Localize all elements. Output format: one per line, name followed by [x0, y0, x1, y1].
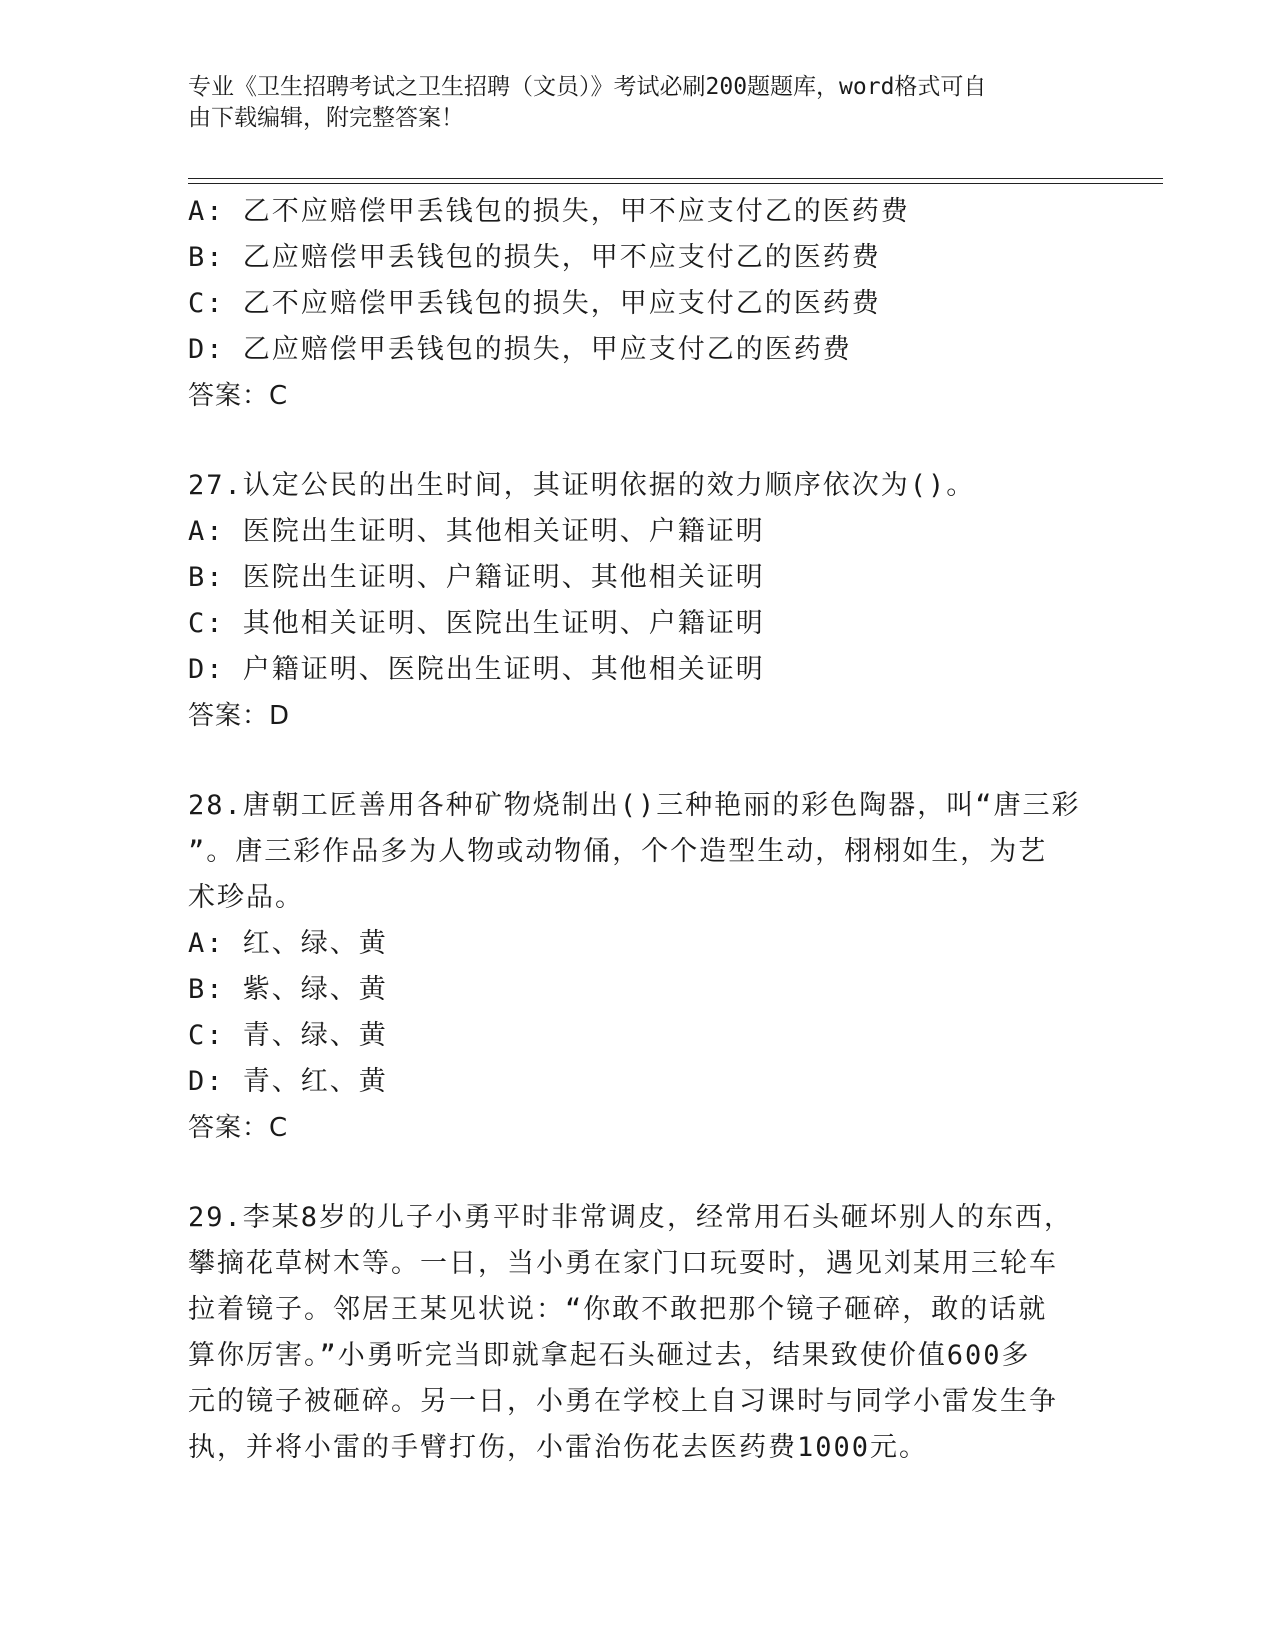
stem-line: 29.李某8岁的儿子小勇平时非常调皮，经常用石头砸坏别人的东西， [188, 1202, 1074, 1233]
option-d: D: 青、红、黄 [188, 1066, 388, 1097]
stem-line: 元的镜子被砸碎。另一日，小勇在学校上自习课时与同学小雷发生争 [188, 1386, 1058, 1417]
question-stem: 27.认定公民的出生时间，其证明依据的效力顺序依次为()。 [188, 470, 976, 501]
stem-line: ”。唐三彩作品多为人物或动物俑，个个造型生动，栩栩如生，为艺 [188, 836, 1048, 867]
option-b: B: 紫、绿、黄 [188, 974, 388, 1005]
question-26 [188, 189, 1088, 419]
question-stem [188, 783, 1081, 921]
answer: 答案：C [188, 1113, 289, 1143]
question-content [188, 189, 1088, 1471]
stem-line: 术珍品。 [188, 882, 304, 913]
option-d: D: 乙应赔偿甲丢钱包的损失，甲应支付乙的医药费 [188, 334, 852, 365]
answer: 答案：D [188, 701, 291, 731]
question-27 [188, 463, 1088, 739]
question-29 [188, 1195, 1088, 1471]
option-b: B: 乙应赔偿甲丢钱包的损失，甲不应支付乙的医药费 [188, 242, 881, 273]
option-d: D: 户籍证明、医院出生证明、其他相关证明 [188, 654, 765, 685]
option-c: C: 乙不应赔偿甲丢钱包的损失，甲应支付乙的医药费 [188, 288, 881, 319]
option-a: A: 乙不应赔偿甲丢钱包的损失，甲不应支付乙的医药费 [188, 196, 910, 227]
question-stem [188, 1195, 1078, 1471]
answer: 答案：C [188, 381, 289, 411]
option-a: A: 红、绿、黄 [188, 928, 388, 959]
option-b: B: 医院出生证明、户籍证明、其他相关证明 [188, 562, 765, 593]
option-c: C: 青、绿、黄 [188, 1020, 388, 1051]
stem-line: 攀摘花草树木等。一日，当小勇在家门口玩耍时，遇见刘某用三轮车 [188, 1248, 1058, 1279]
header-line-2: 由下载编辑，附完整答案！ [188, 105, 464, 131]
header-line-1: 专业《卫生招聘考试之卫生招聘（文员）》考试必刷200题题库，word格式可自 [188, 74, 987, 100]
question-28 [188, 783, 1088, 1151]
header-divider-top [188, 178, 1163, 179]
stem-line: 执，并将小雷的手臂打伤，小雷治伤花去医药费1000元。 [188, 1432, 929, 1463]
document-header [188, 72, 1068, 134]
stem-line: 拉着镜子。邻居王某见状说：“你敢不敢把那个镜子砸碎，敢的话就 [188, 1294, 1048, 1325]
header-divider-bottom [188, 183, 1163, 184]
stem-line: 算你厉害。”小勇听完当即就拿起石头砸过去，结果致使价值600多 [188, 1340, 1031, 1371]
stem-line: 28.唐朝工匠善用各种矿物烧制出()三种艳丽的彩色陶器，叫“唐三彩 [188, 790, 1081, 821]
option-a: A: 医院出生证明、其他相关证明、户籍证明 [188, 516, 765, 547]
option-c: C: 其他相关证明、医院出生证明、户籍证明 [188, 608, 765, 639]
